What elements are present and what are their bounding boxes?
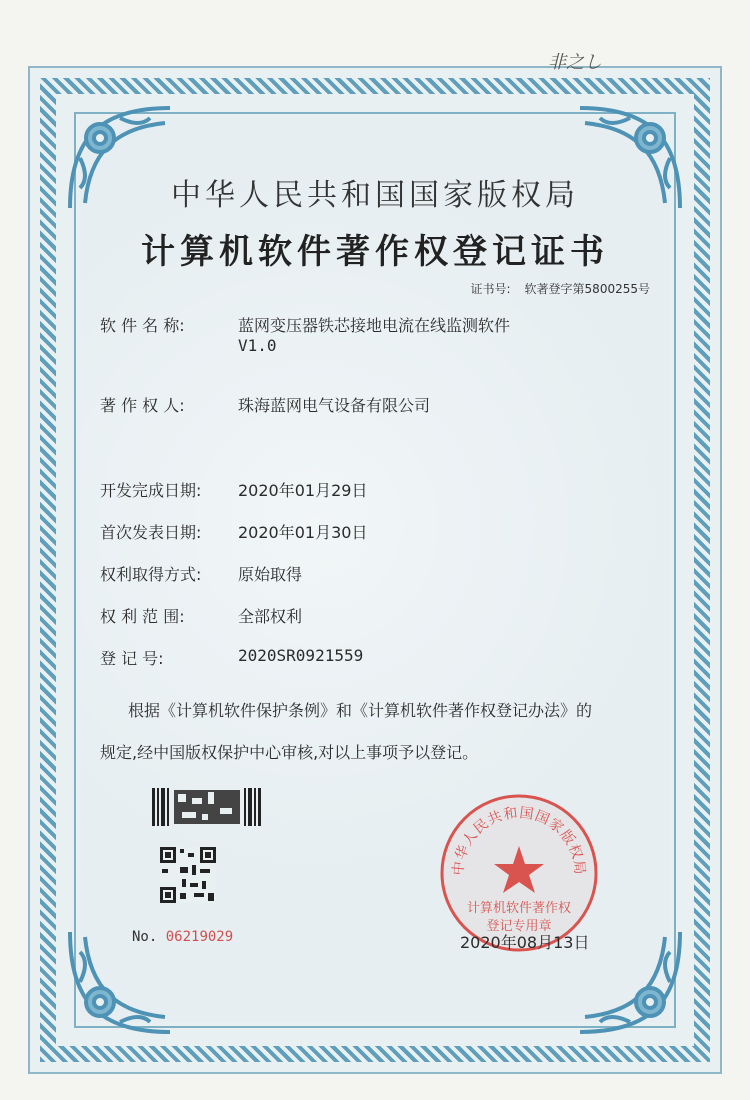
field-registration-number	[100, 646, 363, 669]
issuing-authority: 中华人民共和国国家版权局	[171, 178, 579, 213]
field-value: 原始取得	[238, 565, 303, 584]
field-value: 全部权利	[238, 607, 303, 626]
field-publication-date	[100, 520, 367, 543]
seal-line-1: 计算机软件著作权	[466, 901, 572, 916]
field-value: 2020年01月30日	[238, 523, 368, 542]
field-label: 软 件 名 称:	[100, 316, 185, 335]
barcode	[152, 788, 262, 826]
serial-value: 06219029	[165, 929, 234, 945]
certificate-number-value: 软著登字第5800255号	[524, 282, 650, 296]
field-acquisition-method	[100, 562, 302, 585]
field-software-name	[100, 313, 510, 355]
field-label: 登 记 号:	[100, 649, 164, 668]
certificate-number	[471, 280, 651, 297]
certificate-title: 计算机软件著作权登记证书	[141, 232, 609, 272]
field-label: 著 作 权 人:	[100, 396, 185, 415]
serial-prefix: No.	[132, 929, 158, 945]
field-label: 权 利 范 围:	[100, 607, 185, 626]
serial-number	[132, 929, 233, 945]
field-value: 2020SR0921559	[238, 646, 364, 665]
field-value: 2020年01月29日	[238, 481, 368, 500]
software-version: V1.0	[238, 336, 277, 355]
field-value: 珠海蓝网电气设备有限公司	[238, 396, 431, 415]
field-copyright-owner	[100, 393, 430, 416]
field-value: 蓝网变压器铁芯接地电流在线监测软件	[238, 316, 511, 335]
seal-line-2: 登记专用章	[486, 919, 552, 934]
certificate-number-label: 证书号:	[470, 282, 511, 296]
handwritten-note: 非之し	[548, 52, 602, 73]
field-rights-scope	[100, 604, 302, 627]
statement-line-1: 根据《计算机软件保护条例》和《计算机软件著作权登记办法》的	[128, 701, 593, 720]
qr-code	[160, 847, 216, 903]
field-label: 开发完成日期:	[100, 481, 202, 500]
field-development-date	[100, 478, 367, 501]
field-label: 权利取得方式:	[100, 565, 202, 584]
statement-line-2: 规定,经中国版权保护中心审核,对以上事项予以登记。	[100, 743, 479, 762]
seal-ring-text: 中华人民共和国国家版权局	[450, 805, 588, 877]
field-label: 首次发表日期:	[100, 523, 202, 542]
issue-date: 2020年08月13日	[460, 933, 590, 952]
